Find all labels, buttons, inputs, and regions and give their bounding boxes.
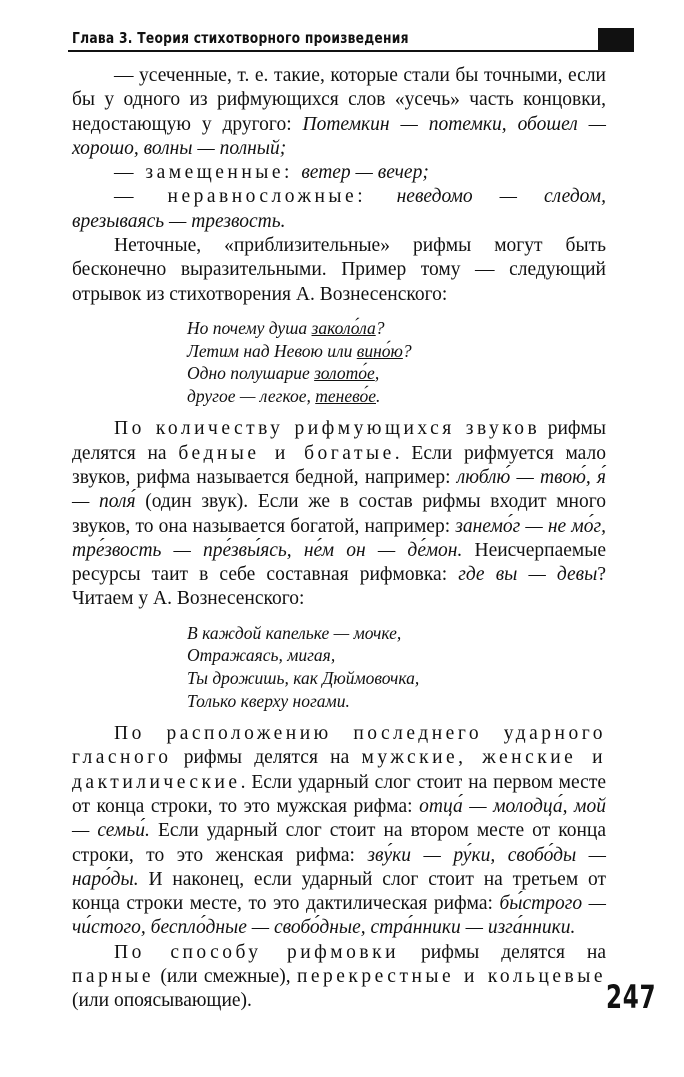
paragraph-sound-count (72, 417, 606, 611)
poem-line (187, 362, 606, 385)
paragraph-approximate-rhymes: Неточные, «приблизительные» рифмы могут быть бесконечно выразительными. Пример тому — следующий отрывок из стихотворения А. Вознесенского: (72, 235, 606, 305)
poem-line: В каждой капельке — мочке, (187, 622, 402, 643)
header-rule (68, 50, 634, 52)
header-black-block (598, 28, 634, 50)
paragraph-text: И наконец, если ударный слог стоит на третьем от конца строки месте, то это дактилическая рифма: (72, 868, 606, 915)
running-header (68, 26, 634, 52)
paragraph-examples: бы́строго — чи́стого, беспло́дные — свобо́дные, стра́нники — изга́нники. (72, 893, 607, 939)
paragraph-examples: занемо́г — не мо́г, тре́звость — пре́звы́ясь, не́м он — де́мон. (72, 515, 606, 561)
paragraph-truncated-rhymes (72, 64, 606, 161)
paragraph-unequal-rhymes (72, 185, 606, 234)
term-text: По расположению последнего ударного гласного (72, 723, 606, 769)
paragraph-examples: где вы — девы (458, 564, 598, 586)
term-text: мужские, женские и дактилические (72, 747, 606, 793)
paragraph-examples: люблю́ — твою́, я́ — поля́ (72, 466, 606, 513)
poem-voznesensky-2 (187, 622, 606, 712)
paragraph-text: Если ударный слог стоит на втором месте от конца строки, то это женская рифма: (72, 820, 606, 866)
paragraph-text: (или опоясывающие). (72, 990, 252, 1012)
term-text: По способу рифмовки (114, 941, 400, 963)
poem-text: Летим над Невою или (187, 340, 357, 361)
poem-line: Отражаясь, мигая, (187, 645, 336, 666)
term-text: По количеству рифмующихся звуков (114, 418, 541, 440)
paragraph-examples: Потемкин — потемки, обошел — хорошо, волны — полный; (72, 113, 606, 159)
term-text: парные (72, 966, 155, 988)
poem-punct: ? (402, 340, 412, 361)
paragraph-text: Неисчерпаемые ресурсы таит в себе составная рифмовка: (72, 539, 606, 586)
poem-punct: ? (375, 317, 385, 338)
paragraph-examples: ветер — вечер; (301, 162, 429, 184)
poem-voznesensky-1 (187, 317, 606, 407)
poem-line: Ты дрожишь, как Дюймовочка, (187, 667, 420, 688)
paragraph-stress-position (72, 722, 606, 941)
rhyme-word: вино́ю (356, 340, 403, 361)
paragraph-text: рифмы делятся на (72, 418, 606, 464)
poem-punct: , (374, 363, 380, 384)
paragraph-substituted-rhymes (72, 161, 606, 185)
term-text: бедные и богатые (178, 442, 395, 464)
paragraph-examples: отца́ — молодца́, мой — семьи́. (72, 795, 606, 842)
paragraph-text: — усеченные, т. е. такие, которые стали бы точными, если бы у одного из рифмующихся слов «усечь» часть концовки, недостающую у другого: (72, 65, 606, 135)
page-number: 247 (606, 978, 657, 1016)
poem-text: Но почему душа (187, 317, 312, 338)
poem-line: Только кверху ногами. (187, 690, 350, 711)
paragraph-examples: неведомо — следом, врезываясь — трезвость. (72, 186, 607, 232)
paragraph-text: (или смежные), (154, 966, 297, 988)
paragraph-text: рифмы делятся на (171, 747, 362, 769)
page-body (72, 64, 606, 1014)
chapter-title: Глава 3. Теория стихотворного произведения (72, 29, 409, 47)
paragraph-text: . Если ударный слог стоит на первом месте от конца строки, то это мужская рифма: (72, 771, 606, 817)
term-text: перекрестные и кольцевые (296, 966, 606, 988)
poem-line (187, 317, 606, 340)
paragraph-text: (один звук). Если же в состав рифмы входит много звуков, то она называется богатой, например: (72, 491, 607, 537)
poem-line (187, 340, 606, 363)
paragraph-rhyme-scheme (72, 941, 606, 1014)
paragraph-text: ? Читаем у А. Вознесенского: (72, 564, 606, 610)
rhyme-word: золото́е (314, 363, 375, 384)
poem-text: другое — легкое, (187, 385, 316, 406)
poem-line (187, 385, 606, 408)
term-text: — неравносложные: (114, 186, 397, 208)
rhyme-word: заколо́ла (311, 317, 376, 338)
poem-punct: . (376, 385, 381, 406)
rhyme-word: тенево́е (315, 385, 376, 406)
poem-text: Одно полушарие (187, 363, 315, 384)
paragraph-text: . Если рифмуется мало звуков, рифма называется бедной, например: (72, 442, 606, 488)
term-text: — замещенные: (114, 162, 302, 184)
paragraph-examples: зву́ки — ру́ки, свобо́ды — наро́ды. (72, 844, 606, 890)
paragraph-text: рифмы делятся на (399, 941, 607, 963)
